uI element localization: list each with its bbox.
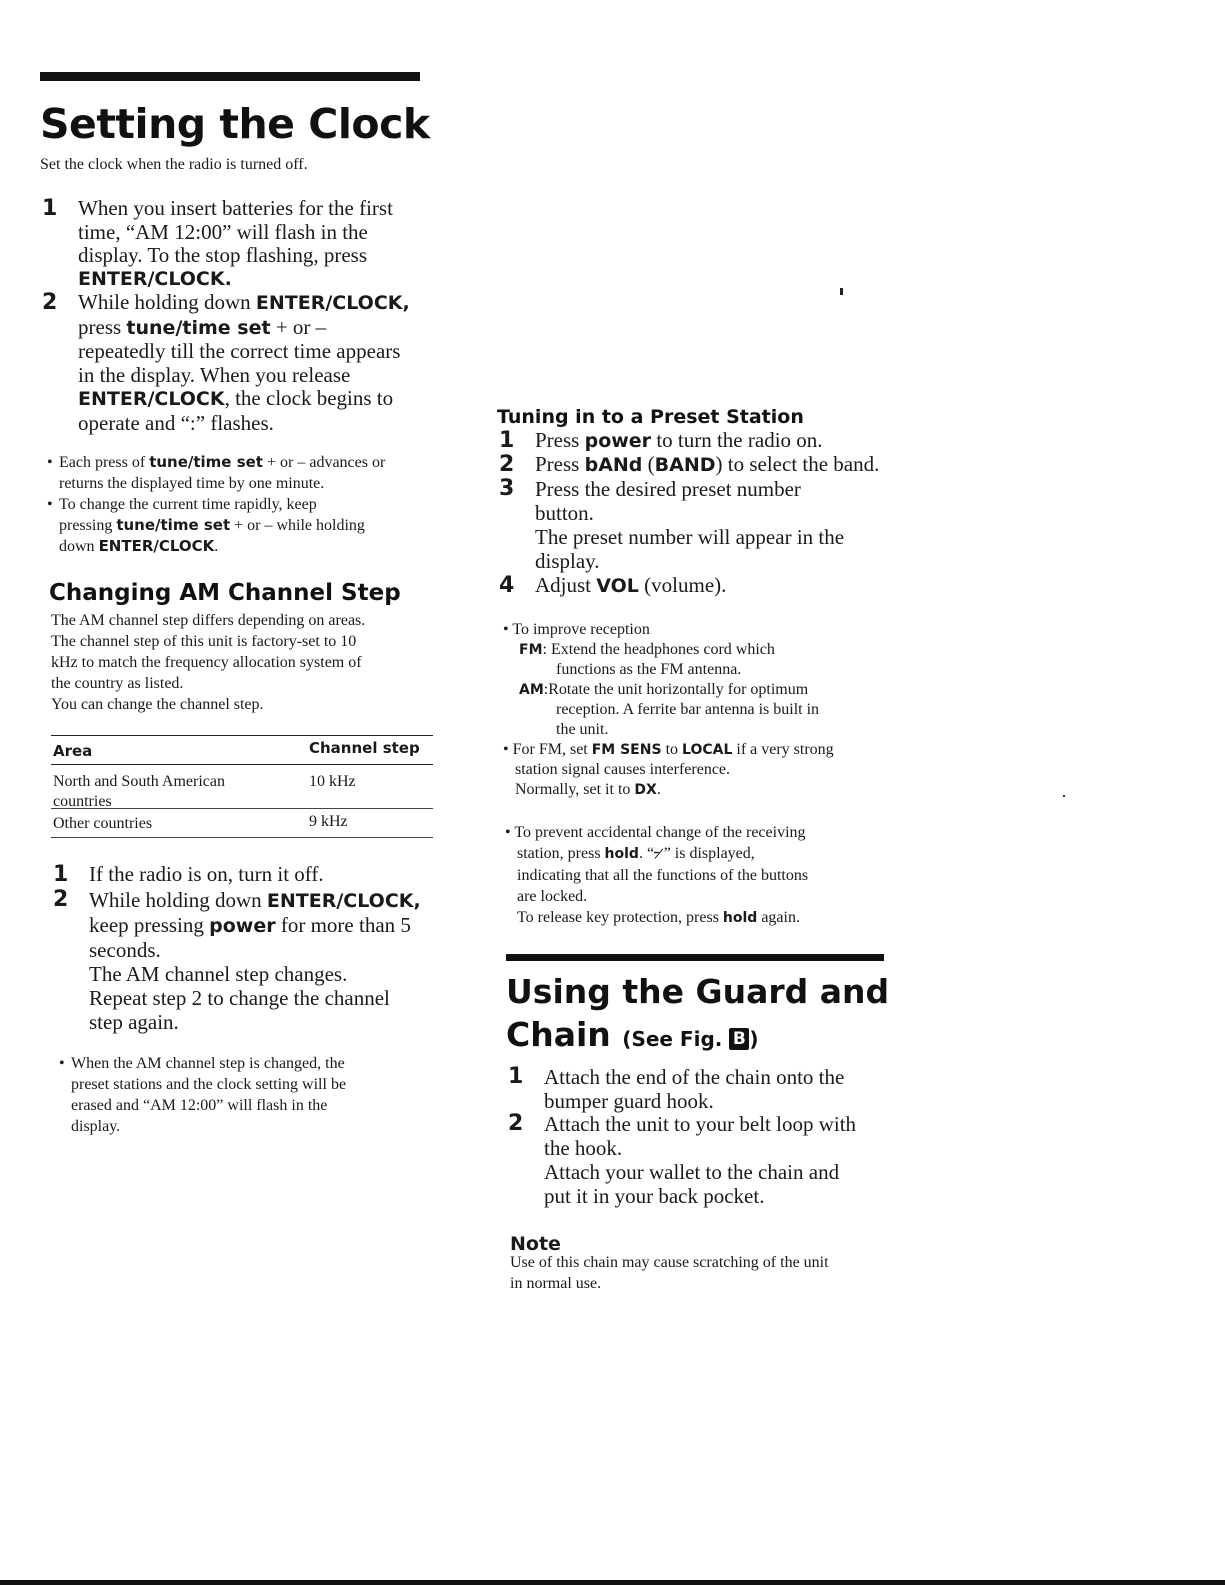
paragraph-line: The channel step of this unit is factory-set to 10 [51, 633, 357, 650]
note-text: returns the displayed time by one minute. [59, 475, 325, 492]
step-text: for more than 5 [275, 913, 411, 937]
tip-text: functions as the FM antenna. [556, 661, 742, 678]
step-text: press [78, 314, 127, 339]
guard-step-2 [508, 1112, 908, 1212]
tip-text-bold: LOCAL [682, 742, 733, 758]
step-text: ) to select the band. [715, 452, 880, 476]
bullet-icon: • [503, 621, 509, 638]
clock-step-1 [42, 197, 442, 297]
step-text-bold: bANd [584, 454, 643, 476]
step-line: Attach the end of the chain onto the [544, 1065, 845, 1089]
note-body [510, 1252, 930, 1294]
step-number: 2 [53, 887, 69, 912]
am-description [51, 610, 451, 715]
step-line: in the display. When you release [78, 362, 351, 387]
reception-tips [503, 620, 903, 800]
step-text: + or – [270, 314, 327, 339]
tip-text-bold: hold [604, 846, 639, 862]
section-rule-guard [506, 954, 884, 961]
step-line: bumper guard hook. [544, 1089, 714, 1113]
bullet-icon: • [47, 496, 53, 513]
title-line: Chain [506, 1015, 611, 1054]
step-number: 1 [42, 196, 58, 221]
table-cell: 10 kHz [309, 773, 356, 790]
tip-text: indicating that all the functions of the buttons [517, 867, 809, 884]
tip-text: . [656, 781, 661, 798]
step-line: time, “AM 12:00” will flash in the [78, 219, 368, 244]
step-number: 2 [508, 1111, 524, 1136]
note-text-bold: tune/time set [149, 453, 263, 471]
note-text: pressing [59, 517, 117, 534]
step-number: 2 [499, 452, 515, 477]
step-text: While holding down [89, 888, 267, 912]
page-title-guard-chain [506, 970, 889, 1061]
speck-mark [1063, 795, 1065, 797]
step-text: Press [535, 428, 585, 452]
step-text: Adjust [535, 573, 597, 597]
step-text-bold: VOL [596, 575, 639, 597]
table-cell: Other countries [53, 815, 153, 832]
step-number: 4 [499, 573, 515, 598]
title-sub: (See Fig. [622, 1027, 730, 1051]
step-line: The preset number will appear in the [535, 525, 845, 549]
note-text: When the AM channel step is changed, the [71, 1055, 345, 1072]
section-rule-clock [40, 72, 420, 81]
guard-step-1 [508, 1065, 908, 1115]
step-text-bold: ENTER/CLOCK, [255, 292, 410, 314]
step-line: seconds. [89, 938, 161, 962]
step-line: Repeat step 2 to change the channel [89, 986, 390, 1010]
am-step-2 [53, 888, 453, 1038]
step-line: step again. [89, 1010, 179, 1034]
tip-text: For FM, set [512, 741, 592, 758]
step-text-bold: BAND [654, 454, 716, 476]
bullet-icon: • [47, 454, 53, 471]
step-text: , the clock begins to [224, 386, 394, 410]
step-line: button. [535, 501, 594, 525]
table-row [51, 809, 433, 838]
table-header-channel-step: Channel step [309, 739, 420, 757]
tip-text: reception. A ferrite bar antenna is built in [556, 701, 820, 718]
step-text-bold: tune/time set [126, 316, 271, 339]
paragraph-line: kHz to match the frequency allocation system of [51, 654, 362, 671]
section-heading-preset: Tuning in to a Preset Station [497, 406, 804, 428]
speck-mark [840, 288, 843, 295]
am-step-1 [53, 863, 453, 889]
step-line: put it in your back pocket. [544, 1184, 765, 1208]
page-title-setting-clock: Setting the Clock [40, 100, 430, 148]
step-line: repeatedly till the correct time appears [78, 339, 401, 363]
step-line-bold: ENTER/CLOCK. [78, 267, 232, 290]
note-text: down [59, 538, 99, 555]
tip-text-bold: hold [722, 910, 758, 926]
bullet-icon: • [503, 741, 509, 758]
step-text: keep pressing [89, 913, 210, 937]
table-cell: countries [53, 793, 112, 810]
tip-text-bold: FM SENS [591, 742, 662, 758]
step-line: operate and “:” flashes. [78, 410, 274, 435]
note-text: Use of this chain may cause scratching of the unit [510, 1254, 829, 1271]
paragraph-line: The AM channel step differs depending on areas. [51, 612, 366, 629]
tip-text: : Extend the headphones cord which [542, 641, 775, 658]
step-line: Attach your wallet to the chain and [544, 1160, 840, 1184]
preset-step-3 [499, 477, 919, 577]
note-text-bold: ENTER/CLOCK [98, 537, 215, 555]
clock-intro: Set the clock when the radio is turned off. [40, 156, 308, 173]
tip-text: are locked. [517, 888, 588, 905]
tip-text: To improve reception [512, 621, 650, 638]
tip-text: . “╴̷” is displayed, [638, 845, 755, 862]
step-text-bold: ENTER/CLOCK, [266, 890, 421, 912]
step-number: 1 [499, 428, 515, 453]
note-text: + or – advances or [262, 454, 386, 471]
step-line: Press the desired preset number [535, 477, 801, 501]
paragraph-line: the country as listed. [51, 675, 184, 692]
note-text: Each press of [59, 454, 150, 471]
step-text: While holding down [78, 290, 256, 314]
step-number: 1 [53, 862, 69, 887]
note-text: To change the current time rapidly, keep [59, 496, 317, 513]
section-heading-am-channel: Changing AM Channel Step [49, 580, 401, 606]
preset-step-2 [499, 453, 919, 479]
clock-note-2 [47, 494, 447, 560]
tip-text: the unit. [556, 721, 609, 738]
step-text-bold: power [584, 430, 652, 452]
paragraph-line: You can change the channel step. [51, 696, 264, 713]
step-number: 2 [42, 290, 58, 315]
table-header-area: Area [53, 742, 93, 760]
hold-tip [505, 822, 905, 929]
step-text: Press [535, 452, 585, 476]
step-text: ( [642, 452, 655, 476]
step-text-bold: ENTER/CLOCK [78, 388, 225, 410]
tip-label-am: AM [519, 682, 544, 698]
tip-text: station, press [517, 845, 605, 862]
step-line: display. To the stop flashing, press [78, 243, 368, 267]
tip-text: station signal causes interference. [515, 761, 731, 778]
bottom-edge [0, 1580, 1225, 1585]
note-text: + or – while holding [230, 517, 365, 534]
clock-note-1 [47, 452, 447, 496]
table-row [51, 765, 433, 809]
step-line: The AM channel step changes. [89, 962, 348, 986]
clock-step-2 [42, 291, 442, 441]
tip-text: again. [757, 909, 800, 926]
step-line: display. [535, 549, 600, 573]
table-cell: 9 kHz [309, 813, 348, 830]
table-cell: North and South American [53, 773, 225, 790]
step-text-bold: power [209, 915, 276, 937]
step-line: If the radio is on, turn it off. [89, 862, 324, 886]
step-text: to turn the radio on. [651, 428, 823, 452]
title-sub: ) [749, 1027, 759, 1051]
title-line: Using the Guard and [506, 972, 890, 1011]
channel-step-table [51, 735, 433, 838]
note-text: display. [71, 1118, 121, 1135]
tip-text: if a very strong [732, 741, 834, 758]
tip-text: To release key protection, press [517, 909, 723, 926]
bullet-icon: • [505, 824, 511, 841]
tip-text-bold: DX [634, 782, 657, 798]
step-number: 3 [499, 476, 515, 501]
step-line: the hook. [544, 1136, 623, 1160]
note-text: . [214, 538, 219, 555]
note-text-bold: tune/time set [116, 516, 231, 534]
tip-label-fm: FM [519, 642, 543, 658]
tip-text: to [661, 741, 683, 758]
preset-step-4 [499, 574, 919, 600]
am-note [59, 1053, 459, 1143]
step-line: Attach the unit to your belt loop with [544, 1112, 857, 1136]
note-text: preset stations and the clock setting will be [71, 1076, 347, 1093]
note-text: in normal use. [510, 1275, 602, 1292]
step-line: When you insert batteries for the first [78, 196, 393, 220]
figure-b-icon: B [729, 1028, 749, 1050]
tip-text: To prevent accidental change of the receiving [514, 824, 806, 841]
tip-text: Normally, set it to [515, 781, 635, 798]
note-text: erased and “AM 12:00” will flash in the [71, 1097, 328, 1114]
note-heading: Note [510, 1233, 561, 1255]
step-number: 1 [508, 1064, 524, 1089]
bullet-icon: • [59, 1055, 65, 1072]
tip-text: :Rotate the unit horizontally for optimum [543, 681, 809, 698]
step-text: (volume). [638, 573, 727, 597]
